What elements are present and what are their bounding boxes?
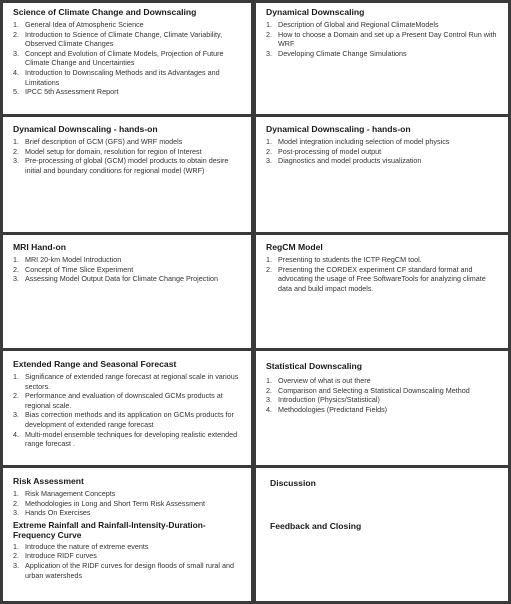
cell-title: Risk Assessment bbox=[13, 476, 84, 486]
list-item: 2. Concept of Time Slice Experiment bbox=[13, 264, 134, 274]
section-subtitle: Extreme Rainfall and Rainfall-Intensity-Duration-Frequency Curve bbox=[13, 519, 206, 541]
list-item: 3. Diagnostics and model products visualization bbox=[266, 156, 422, 166]
feedback-closing-title: Feedback and Closing bbox=[270, 521, 362, 531]
cell-title: RegCM Model bbox=[266, 242, 323, 252]
list-item: 1. Significance of extended range forecast at regional scale in various sectors. bbox=[13, 372, 239, 391]
list-item: 2. Introduction to Science of Climate Change, Climate Variability, Observed Climate Changes bbox=[13, 29, 223, 49]
cell-dynamical-downscaling-hands-on-1 bbox=[3, 117, 251, 232]
list-item: 4. Methodologies (Predictand Fields) bbox=[266, 404, 388, 414]
topic-list bbox=[266, 137, 501, 166]
list-item: 3. Bias correction methods and its application on GCMs products for development of extended range forecast bbox=[13, 410, 234, 429]
cell-science-of-climate-change bbox=[3, 3, 251, 114]
list-item: 1. Brief description of GCM (GFS) and WRF models bbox=[13, 137, 183, 146]
list-item: 3. Application of the RIDF curves for design floods of small rural and urban watersheds bbox=[13, 560, 234, 580]
discussion-title: Discussion bbox=[270, 478, 316, 488]
topic-list bbox=[13, 20, 244, 97]
list-item: 4. Multi-model ensemble techniques for developing realistic extended range forecast . bbox=[13, 429, 238, 449]
list-item: 5. IPCC 5th Assessment Report bbox=[13, 87, 119, 97]
list-item: 2. Performance and evaluation of downscaled GCMs products at regional scale. bbox=[13, 391, 223, 410]
list-item: 2. Methodologies in Long and Short Term Risk Assessment bbox=[13, 498, 206, 508]
cell-mri-hands-on bbox=[3, 235, 251, 348]
list-item: 1. Model integration including selection of model physics bbox=[266, 137, 450, 146]
cell-extended-range-forecast bbox=[3, 351, 251, 465]
topic-list bbox=[266, 376, 501, 414]
topic-list bbox=[13, 489, 244, 518]
list-item: 3. Introduction (Physics/Statistical) bbox=[266, 395, 380, 405]
list-item: 2. How to choose a Domain and set up a Present Day Control Run with WRF bbox=[266, 29, 497, 49]
list-item: 1. Overview of what is out there bbox=[266, 376, 371, 385]
cell-dynamical-downscaling bbox=[256, 3, 508, 114]
list-item: 1. Introduce the nature of extreme events bbox=[13, 541, 149, 551]
cell-title: Science of Climate Change and Downscaling bbox=[13, 7, 197, 17]
topic-list bbox=[266, 255, 501, 293]
cell-title: Dynamical Downscaling - hands-on bbox=[13, 124, 158, 134]
cell-title: Extended Range and Seasonal Forecast bbox=[13, 359, 177, 369]
cell-risk-assessment bbox=[3, 468, 251, 601]
cell-title: Dynamical Downscaling bbox=[266, 7, 365, 17]
topic-list bbox=[13, 137, 244, 175]
topic-list bbox=[13, 255, 244, 284]
list-item: 3. Hands On Exercises bbox=[13, 508, 91, 518]
list-item: 3. Pre-processing of global (GCM) model products to obtain desire initial and boundary conditions for regional model (WRF) bbox=[13, 156, 229, 175]
cell-title: MRI Hand-on bbox=[13, 242, 66, 252]
cell-regcm-model bbox=[256, 235, 508, 348]
list-item: 2. Model setup for domain, resolution for region of Interest bbox=[13, 146, 202, 156]
list-item: 2. Comparison and Selecting a Statistical Downscaling Method bbox=[266, 385, 470, 395]
list-item: 3. Assessing Model Output Data for Climate Change Projection bbox=[13, 274, 218, 284]
list-item: 4. Introduction to Downscaling Methods and its Advantages and Limitations bbox=[13, 67, 220, 87]
list-item: 2. Introduce RIDF curves bbox=[13, 551, 97, 561]
topic-list bbox=[266, 20, 501, 58]
list-item: 1. MRI 20-km Model Introduction bbox=[13, 255, 122, 264]
topic-list bbox=[13, 372, 244, 449]
cell-dynamical-downscaling-hands-on-2 bbox=[256, 117, 508, 232]
list-item: 3. Developing Climate Change Simulations bbox=[266, 48, 407, 58]
cell-discussion-and-closing bbox=[256, 468, 508, 601]
cell-title: Dynamical Downscaling - hands-on bbox=[266, 124, 411, 134]
list-item: 1. Description of Global and Regional ClimateModels bbox=[266, 20, 439, 29]
list-item: 3. Concept and Evolution of Climate Models, Projection of Future Climate Change and Uncertainties bbox=[13, 48, 224, 68]
list-item: 2. Post-processing of model output bbox=[266, 146, 382, 156]
list-item: 1. Presenting to students the ICTP RegCM tool. bbox=[266, 255, 422, 264]
list-item: 1. Risk Management Concepts bbox=[13, 489, 116, 498]
cell-statistical-downscaling bbox=[256, 351, 508, 465]
cell-title: Statistical Downscaling bbox=[266, 361, 362, 371]
topic-list bbox=[13, 542, 244, 580]
list-item: 2. Presenting the CORDEX experiment CF standard format and advocating the usage of Free SoftwareTools for analyzing climate data and build impact models. bbox=[266, 264, 486, 293]
list-item: 1. General Idea of Atmospheric Science bbox=[13, 20, 144, 29]
